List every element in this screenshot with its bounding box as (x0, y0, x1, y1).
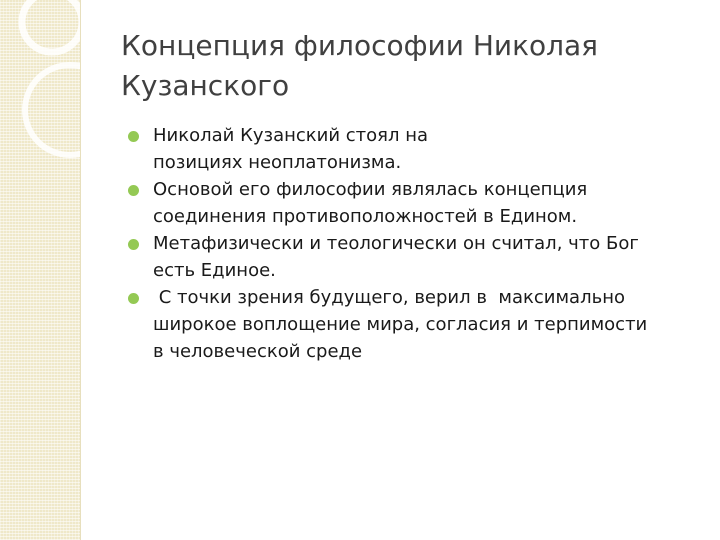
bullet-dot-icon (128, 185, 139, 196)
bullet-item (128, 284, 703, 365)
bullet-text-line: Основой его философии являлась концепция (153, 179, 588, 200)
bullet-item (128, 122, 703, 176)
bullet-dot-icon (128, 239, 139, 250)
bullet-dot-icon (128, 131, 139, 142)
bullet-list (128, 122, 703, 365)
bullet-text-line: соединения противоположностей в Едином. (153, 206, 578, 227)
sidebar-divider (80, 0, 81, 540)
bullet-text-line: есть Единое. (153, 260, 276, 281)
slide-title-line: Концепция философии Николая (121, 29, 599, 62)
decorative-circles-graphic (0, 0, 80, 540)
bullet-text-line: в человеческой среде (153, 341, 363, 362)
bullet-text-line: широкое воплощение мира, согласия и терпимости (153, 314, 648, 335)
decorative-sidebar (0, 0, 80, 540)
slide-title (121, 26, 681, 106)
bullet-text-line: позициях неоплатонизма. (153, 152, 402, 173)
bullet-text-line: Метафизически и теологически он считал, что Бог (153, 233, 639, 254)
bullet-text-line: С точки зрения будущего, верил в максимально (153, 287, 625, 308)
bullet-item (128, 230, 703, 284)
slide-title-line: Кузанского (121, 69, 290, 102)
bullet-text-line: Николай Кузанский стоял на (153, 125, 429, 146)
bullet-dot-icon (128, 293, 139, 304)
bullet-item (128, 176, 703, 230)
